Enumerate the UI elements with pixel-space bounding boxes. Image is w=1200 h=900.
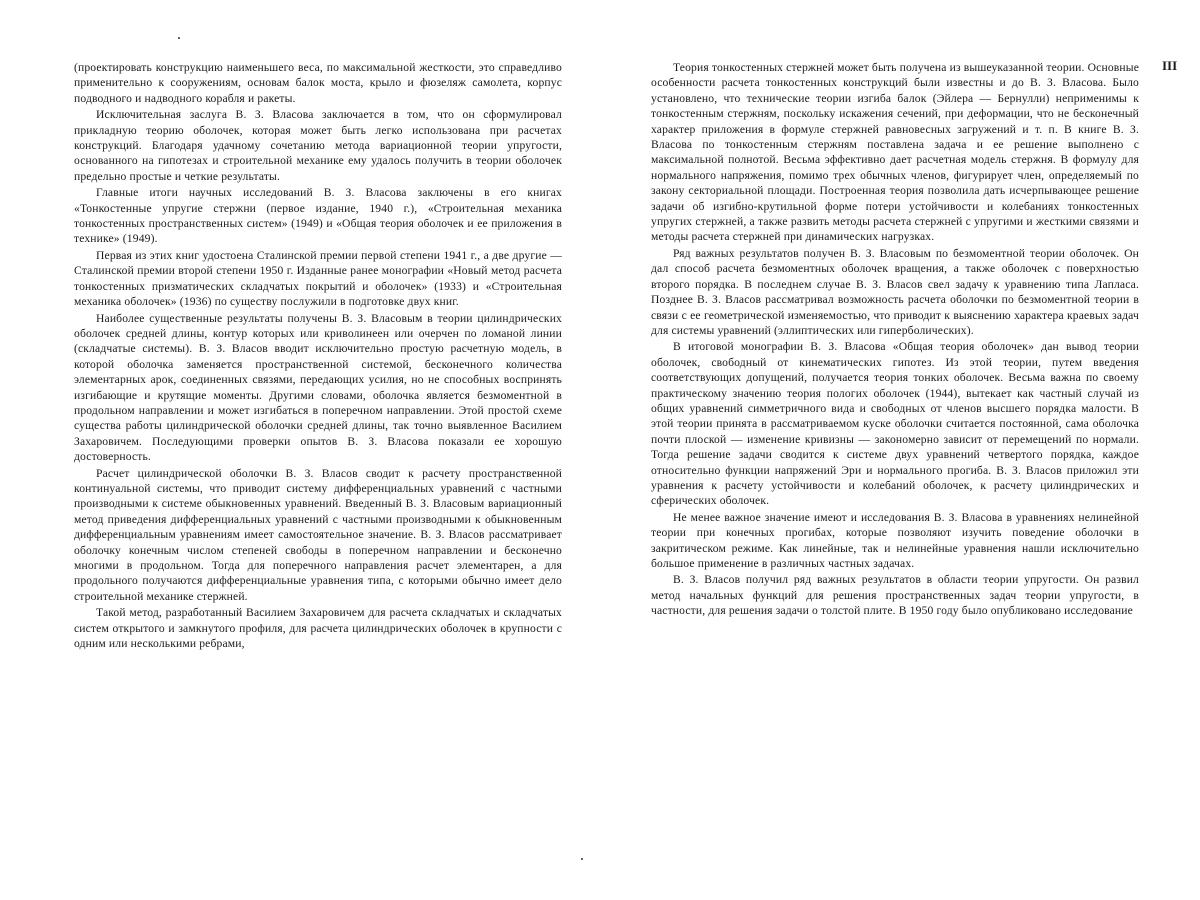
paragraph: Не менее важное значение имеют и исследования В. З. Власова в уравнениях нелинейной теории при конечных прогибах, которые позволяют изучить поведение оболочки в закритическом режиме. Как линейные, так и нелинейные уравнения нашли исключительно большое применение в различных частных задачах. — [651, 510, 1139, 570]
paragraph: Исключительная заслуга В. З. Власова заключается в том, что он сформулировал прикладную теорию оболочек, которая может быть легко использована при расчетах конструкций. Благодаря удачному сочетанию метода вариационной теории упругости, основанного на гипотезах и строительной механике ему удалось получить в теории оболочек предельно простые и четкие результаты. — [74, 108, 562, 183]
paragraph: Наиболее существенные результаты получены В. З. Власовым в теории цилиндрических оболочек средней длины, контур которых или криволинеен или очерчен по ломаной линии (складчатые системы). В. З. Власов вводит исключительно простую расчетную модель, в которой оболочка заменяется пространственной системой, бесконечного количества элементарных арок, соединенных связями, передающих усилия, но не способных воспринять изгибающие и крутящие моменты. Другими словами, оболочка является безмоментной в продольном направлении и может изгибаться в поперечном направлении. Этой простой схеме существа работы цилиндрической оболочки средней длины, так точно выявленное Василием Захаровичем. Последующими проверки опытов В. З. Власова показали ее хорошую достоверность. — [74, 311, 562, 464]
paragraph: Первая из этих книг удостоена Сталинской премии первой степени 1941 г., а две другие — Сталинской премии второй степени 1950 г. Изданные ранее монографии «Новый метод расчета тонкостенных призматических складчатых покрытий и оболочек» (1933) и «Строительная механика оболочек» (1936) по существу послужили в подготовке двух книг. — [74, 248, 562, 309]
paragraph: В. З. Власов получил ряд важных результатов в области теории упругости. Он развил метод начальных функций для решения пространственных задач теории упругости, в частности, для решения задачи о толстой плите. В 1950 году было опубликовано исследование — [651, 573, 1139, 618]
paragraph: Главные итоги научных исследований В. З. Власова заключены в его книгах «Тонкостенные упругие стержни (первое издание, 1940 г.), «Строительная механика тонкостенных пространственных систем» (1949) и «Общая теория оболочек и ее приложения в технике» (1949). — [74, 186, 562, 246]
right-page — [651, 60, 1139, 860]
scan-speck — [178, 37, 180, 39]
right-page-number: III — [1162, 58, 1178, 73]
paragraph: Ряд важных результатов получен В. З. Власовым по безмоментной теории оболочек. Он дал способ расчета безмоментных оболочек вращения, а также оболочек с поверхностью второго порядка. В последнем случае В. З. Власов свел задачу к уравнению типа Лапласа. Позднее В. З. Власов рассматривал возможность расчета оболочки по безмоментной теории в связи с ее геометрической изменяемостью, что приводит к выяснению характера краевых задач для системы уравнений (эллиптических или гиперболических). — [651, 246, 1139, 337]
paragraph: В итоговой монографии В. З. Власова «Общая теория оболочек» дан вывод теории оболочек, свободный от кинематических гипотез. Из этой теории, путем введения соответствующих допущений, получается теория тонких оболочек. Весьма важна по своему практическому значению теория пологих оболочек (1944), вытекает как частный случай из общих уравнений симметричного вида и свободных от членов высшего порядка малости. В этой теории принята в рассматриваемом куске оболочки считается постоянной, сама оболочка почти плоской — изменение кривизны — закономерно зависит от перемещений по нормали. Тогда решение задачи сводится к системе двух уравнений четвертого порядка, каждое относительно функции напряжений Эри и нормального прогиба. В. З. Власов приложил эти уравнения к расчету устойчивости и колебаний оболочек, к расчету цилиндрических и сферических оболочек. — [651, 340, 1139, 508]
paragraph: (проектировать конструкцию наименьшего веса, по максимальной жесткости, это справедливо применительно к сооружениям, основам балок моста, крыло и фюзеляж самолета, корпус подводного и надводного корабля и ракеты. — [74, 61, 562, 105]
left-page — [74, 60, 562, 860]
scan-speck — [581, 858, 583, 860]
paragraph: Такой метод, разработанный Василием Захаровичем для расчета складчатых и складчатых систем открытого и замкнутого профиля, для расчета цилиндрических оболочек в крупности с одним или несколькими ребрами, — [74, 606, 562, 651]
paragraph: Расчет цилиндрической оболочки В. З. Власов сводит к расчету пространственной континуальной системы, что приводит систему дифференциальных уравнений с частными производными к системе обыкновенных уравнений. Введенный В. З. Власовым вариационный метод приведения дифференциальных уравнений с частными производными к обыкновенным дифференциальным уравнениям имеет самостоятельное значение. В. З. Власов рассматривает оболочку конечным числом степеней свободы в поперечном направлении и бесконечно многими в продольном. Тогда для поперечного направления расчет элементарен, а для продольного получаются дифференциальные уравнения типа, с которыми обычно имеет дело строительной механике стержней. — [74, 466, 562, 603]
paragraph: Теория тонкостенных стержней может быть получена из вышеуказанной теории. Основные особенности расчета тонкостенных конструкций были известны и до В. З. Власова. Было установлено, что технические теории изгиба балок (Эйлера — Бернулли) неприменимы к тонкостенным стержням, поскольку искажения сечений, при деформации, что не бесконечный характер приложения в формуле стержней равновесных загружений и т. п. В книге В. З. Власова по тонкостенным стержням поставлена задача и ее решение выполнено с максимальной полнотой. Весьма эффективно дает расчетная модель стержня. В формулу для нормального напряжения, помимо трех обычных членов, фигурирует член, определяемый по закону секториальной площади. Построенная теория позволила дать исчерпывающее решение задачи об изгибно-крутильной форме потери устойчивости и колебаниях тонкостенных упругих стержней, а также развить методы расчета стержней с упругими и жесткими связями и методы расчета стержней при динамических нагрузках. — [651, 61, 1139, 244]
